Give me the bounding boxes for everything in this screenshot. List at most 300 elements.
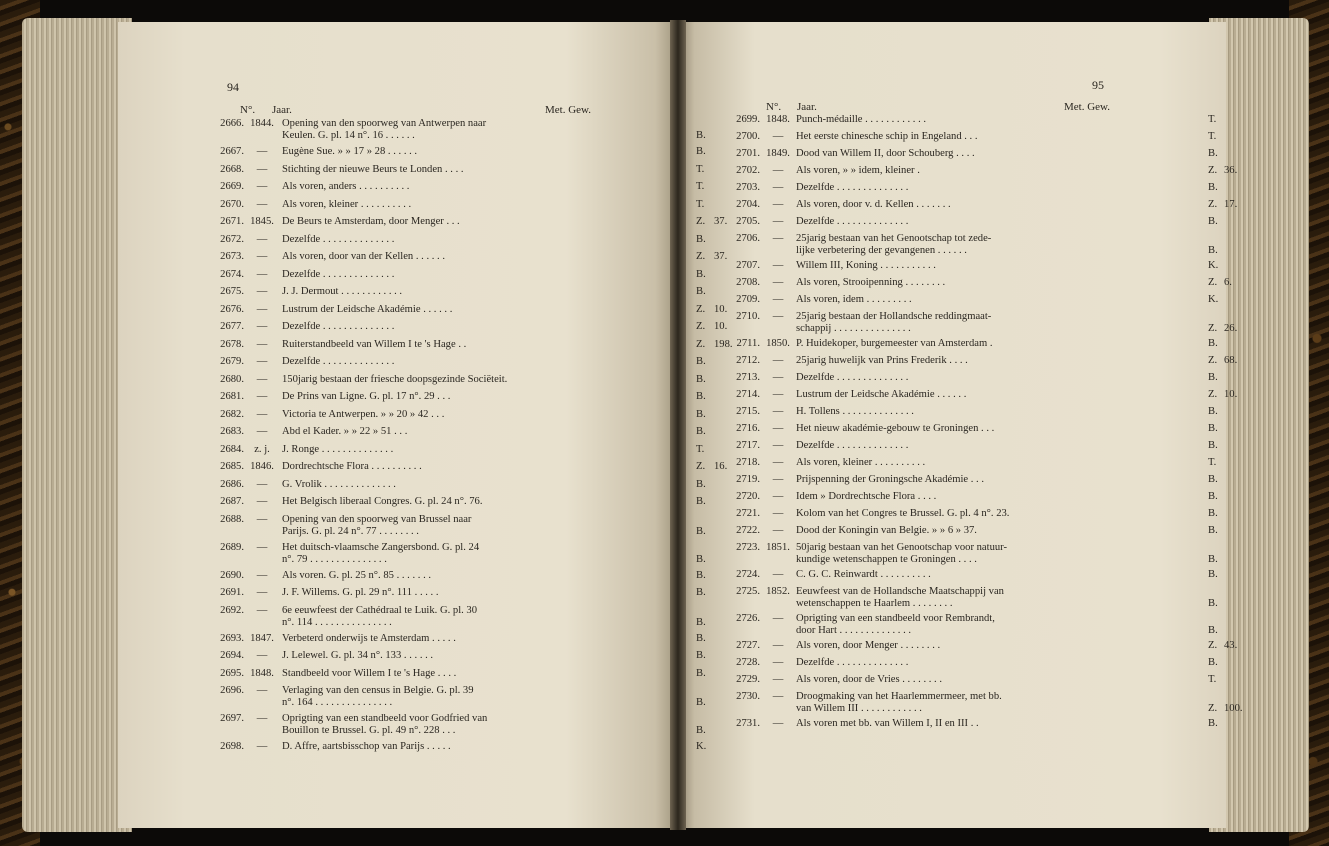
- entry-year: —: [256, 569, 268, 581]
- entry-year: —: [256, 513, 268, 525]
- entry-description: [796, 338, 1196, 350]
- catalogue-entry: [206, 496, 746, 514]
- entry-number: 2689.: [220, 541, 244, 553]
- entry-year: —: [772, 131, 784, 142]
- entry-number: 2674.: [220, 268, 244, 280]
- description-line: Droogmaking van het Haarlemmermeer, met bb.: [796, 691, 1002, 702]
- catalogue-entry: [724, 277, 1244, 294]
- description-line: Opening van den spoorweg van Antwerpen naar: [282, 118, 487, 129]
- entry-metal: B.: [696, 130, 706, 141]
- entry-number: 2720.: [736, 491, 760, 502]
- entry-year: —: [772, 525, 784, 536]
- entry-number: 2708.: [736, 277, 760, 288]
- entry-year: —: [772, 294, 784, 305]
- entry-year: 1848.: [766, 114, 790, 125]
- description-line: Prijspenning der Groningsche Akadémie . . .: [796, 474, 985, 485]
- entry-description: [796, 569, 1196, 581]
- entry-number: 2670.: [220, 198, 244, 210]
- entry-weight: 37.: [714, 216, 728, 227]
- entry-description: [796, 508, 1196, 520]
- description-line: Als voren, idem . . . . . . . . .: [796, 294, 912, 305]
- entry-description: [282, 570, 682, 582]
- entry-number: 2728.: [736, 657, 760, 668]
- entry-year: —: [772, 691, 784, 702]
- entry-year: —: [256, 713, 268, 724]
- description-line: Dezelfde . . . . . . . . . . . . . .: [796, 657, 909, 668]
- description-line: Opening van den spoorweg van Brussel naar: [282, 513, 472, 525]
- catalogue-entry: [206, 668, 746, 686]
- entry-description: [796, 657, 1196, 669]
- entry-year: —: [772, 718, 784, 729]
- catalogue-entry: [206, 444, 746, 462]
- catalogue-entry: [206, 633, 746, 651]
- entry-metal: B.: [696, 426, 706, 437]
- entry-metal: B.: [696, 356, 706, 367]
- entry-description: [796, 233, 1196, 257]
- entry-weight: 68.: [1224, 355, 1238, 366]
- entry-year: —: [256, 650, 268, 661]
- entry-metal: Z.: [1208, 703, 1218, 714]
- entry-description: [282, 269, 682, 281]
- description-line: Dezelfde . . . . . . . . . . . . . .: [282, 356, 395, 367]
- entry-number: 2698.: [220, 741, 244, 752]
- entry-number: 2702.: [736, 165, 760, 176]
- description-line: Dezelfde . . . . . . . . . . . . . .: [796, 182, 909, 193]
- entry-number: 2699.: [736, 114, 760, 125]
- entry-number: 2695.: [220, 667, 244, 679]
- entry-number: 2693.: [220, 632, 244, 644]
- entry-number: 2678.: [220, 338, 244, 350]
- entry-metal: Z.: [1208, 277, 1218, 288]
- catalogue-entry: [724, 165, 1244, 182]
- catalogue-entry: [724, 114, 1244, 131]
- entry-number: 2669.: [220, 181, 244, 192]
- catalogue-entry: [724, 311, 1244, 338]
- catalogue-entry: [724, 640, 1244, 657]
- entry-metal: B.: [1208, 182, 1218, 193]
- entry-number: 2716.: [736, 423, 760, 434]
- entry-metal: Z.: [1208, 389, 1218, 400]
- entry-metal: B.: [696, 233, 706, 245]
- description-line: kundige wetenschappen te Groningen . . . .: [796, 554, 977, 565]
- description-line: wetenschappen te Haarlem . . . . . . . .: [796, 598, 953, 609]
- entry-number: 2681.: [220, 391, 244, 402]
- entry-metal: Z.: [1208, 640, 1218, 651]
- entry-metal: B.: [1208, 525, 1218, 536]
- entry-number: 2703.: [736, 182, 760, 193]
- entry-metal: Z.: [696, 303, 706, 315]
- entry-description: [796, 691, 1196, 715]
- entry-year: —: [772, 260, 784, 271]
- catalogue-entry: [206, 479, 746, 497]
- catalogue-entry: [206, 685, 746, 713]
- entry-year: —: [256, 741, 268, 752]
- entry-year: —: [772, 657, 784, 668]
- right-header-year: Jaar.: [797, 101, 817, 113]
- entry-metal: B.: [696, 268, 706, 280]
- entry-metal: K.: [1208, 260, 1219, 271]
- description-line: Oprigting van een standbeeld voor Rembrandt,: [796, 613, 995, 624]
- description-line: 25jarig huwelijk van Prins Frederik . . . .: [796, 355, 968, 366]
- catalogue-entry: [724, 657, 1244, 674]
- catalogue-entry: [724, 718, 1244, 735]
- description-line: Als voren. G. pl. 25 n°. 85 . . . . . . .: [282, 569, 432, 581]
- entry-year: z. j.: [254, 443, 270, 455]
- entry-description: [796, 457, 1196, 469]
- entry-description: [796, 718, 1196, 730]
- catalogue-entry: [206, 118, 746, 146]
- entry-weight: 16.: [714, 461, 728, 472]
- entry-description: [796, 389, 1196, 401]
- entry-number: 2706.: [736, 233, 760, 244]
- entry-number: 2707.: [736, 260, 760, 271]
- catalogue-entry: [724, 233, 1244, 260]
- entry-number: 2677.: [220, 321, 244, 332]
- page-edges-left: [22, 18, 132, 832]
- entry-year: —: [772, 440, 784, 451]
- entry-number: 2685.: [220, 461, 244, 472]
- entry-description: [282, 713, 682, 737]
- catalogue-entry: [724, 260, 1244, 277]
- catalogue-entry: [724, 457, 1244, 474]
- entry-metal: B.: [696, 697, 706, 708]
- entry-number: 2731.: [736, 718, 760, 729]
- entry-metal: Z.: [1208, 323, 1218, 334]
- entry-description: [282, 496, 682, 508]
- entry-year: —: [772, 277, 784, 288]
- entry-number: 2679.: [220, 356, 244, 367]
- description-line: lijke verbetering der gevangenen . . . . . .: [796, 245, 967, 256]
- entry-description: [796, 474, 1196, 486]
- entry-year: —: [256, 181, 268, 192]
- entry-weight: 10.: [1224, 389, 1238, 400]
- entry-number: 2704.: [736, 199, 760, 210]
- catalogue-entry: [724, 389, 1244, 406]
- description-line: Dezelfde . . . . . . . . . . . . . .: [282, 233, 395, 245]
- entry-metal: T.: [1208, 457, 1217, 468]
- entry-number: 2672.: [220, 233, 244, 245]
- description-line: P. Huidekoper, burgemeester van Amsterdam .: [796, 338, 993, 349]
- entry-description: [796, 260, 1196, 272]
- entry-metal: Z.: [696, 461, 706, 472]
- catalogue-entry: [206, 356, 746, 374]
- description-line: Lustrum der Leidsche Akadémie . . . . . .: [796, 389, 967, 400]
- entry-metal: Z.: [1208, 199, 1218, 210]
- entry-weight: 37.: [714, 251, 728, 262]
- entry-year: —: [772, 233, 784, 244]
- catalogue-entry: [206, 251, 746, 269]
- description-line: J. Lelewel. G. pl. 34 n°. 133 . . . . . .: [282, 650, 434, 661]
- catalogue-entry: [206, 374, 746, 392]
- catalogue-entry: [206, 587, 746, 605]
- description-line: Abd el Kader. » » 22 » 51 . . .: [282, 426, 408, 437]
- catalogue-entry: [724, 491, 1244, 508]
- entry-description: [282, 339, 682, 351]
- description-line: Kolom van het Congres te Brussel. G. pl. 4 n°. 23.: [796, 508, 1010, 519]
- description-line: 25jarig bestaan van het Genootschap tot zede-: [796, 233, 992, 244]
- entry-year: 1851.: [766, 542, 790, 553]
- entry-metal: T.: [1208, 674, 1217, 685]
- entry-number: 2675.: [220, 286, 244, 297]
- entry-number: 2692.: [220, 604, 244, 616]
- entry-year: —: [772, 165, 784, 176]
- entry-year: —: [772, 406, 784, 417]
- description-line: H. Tollens . . . . . . . . . . . . . .: [796, 406, 914, 417]
- description-line: De Prins van Ligne. G. pl. 17 n°. 29 . . .: [282, 391, 451, 402]
- entry-year: —: [772, 569, 784, 580]
- entry-weight: 43.: [1224, 640, 1238, 651]
- entry-number: 2730.: [736, 691, 760, 702]
- catalogue-entry: [206, 542, 746, 570]
- description-line: Dezelfde . . . . . . . . . . . . . .: [796, 216, 909, 227]
- description-line: Het eerste chinesche schip in Engeland . . .: [796, 131, 978, 142]
- catalogue-entry: [724, 674, 1244, 691]
- entry-description: [282, 685, 682, 709]
- entry-description: [282, 461, 682, 473]
- description-line: Eugène Sue. » » 17 » 28 . . . . . .: [282, 146, 418, 157]
- description-line: Standbeeld voor Willem I te 's Hage . . . .: [282, 667, 457, 679]
- entry-number: 2696.: [220, 685, 244, 696]
- entry-number: 2684.: [220, 443, 244, 455]
- entry-metal: B.: [1208, 474, 1218, 485]
- entry-description: [282, 216, 682, 228]
- entry-year: —: [256, 496, 268, 507]
- entry-year: —: [256, 356, 268, 367]
- entry-year: 1844.: [250, 118, 274, 129]
- catalogue-entry: [724, 355, 1244, 372]
- entry-description: [796, 294, 1196, 306]
- catalogue-entry: [206, 650, 746, 668]
- entry-metal: Z.: [696, 321, 706, 332]
- left-header-year: Jaar.: [272, 104, 292, 116]
- entry-metal: B.: [1208, 148, 1218, 159]
- entry-metal: T.: [696, 198, 705, 210]
- description-line: 50jarig bestaan van het Genootschap voor natuur-: [796, 542, 1008, 553]
- description-line: Verbeterd onderwijs te Amsterdam . . . . .: [282, 632, 456, 644]
- left-page-number: 94: [227, 80, 239, 94]
- catalogue-entry: [724, 294, 1244, 311]
- left-catalogue-list: [206, 118, 746, 759]
- description-line: Als voren, door de Vries . . . . . . . .: [796, 674, 942, 685]
- entry-description: [796, 216, 1196, 228]
- description-line: n°. 79 . . . . . . . . . . . . . . .: [282, 553, 387, 565]
- entry-metal: Z.: [1208, 165, 1218, 176]
- entry-metal: Z.: [696, 251, 706, 262]
- description-line: Als voren met bb. van Willem I, II en III . .: [796, 718, 979, 729]
- entry-year: —: [256, 604, 268, 616]
- entry-description: [796, 277, 1196, 289]
- entry-year: 1848.: [250, 667, 274, 679]
- catalogue-entry: [206, 216, 746, 234]
- entry-year: —: [772, 372, 784, 383]
- entry-description: [282, 199, 682, 211]
- catalogue-entry: [206, 605, 746, 633]
- catalogue-entry: [724, 613, 1244, 640]
- entry-number: 2714.: [736, 389, 760, 400]
- description-line: Dood der Koningin van Belgie. » » 6 » 37.: [796, 525, 977, 536]
- catalogue-entry: [206, 461, 746, 479]
- catalogue-entry: [724, 182, 1244, 199]
- entry-year: 1852.: [766, 586, 790, 597]
- description-line: Als voren, door van der Kellen . . . . . .: [282, 251, 445, 262]
- entry-description: [282, 741, 682, 753]
- catalogue-entry: [206, 409, 746, 427]
- description-line: Oprigting van een standbeeld voor Godfried van: [282, 713, 488, 724]
- entry-metal: T.: [696, 181, 705, 192]
- entry-metal: Z.: [696, 338, 706, 350]
- description-line: Dood van Willem II, door Schouberg . . . .: [796, 148, 975, 159]
- entry-year: —: [256, 426, 268, 437]
- entry-description: [282, 181, 682, 193]
- catalogue-entry: [724, 338, 1244, 355]
- description-line: door Hart . . . . . . . . . . . . . .: [796, 625, 912, 636]
- entry-number: 2688.: [220, 513, 244, 525]
- entry-metal: B.: [1208, 406, 1218, 417]
- entry-metal: B.: [696, 408, 706, 420]
- entry-description: [796, 491, 1196, 503]
- entry-weight: 36.: [1224, 165, 1238, 176]
- entry-description: [796, 525, 1196, 537]
- description-line: D. Affre, aartsbisschop van Parijs . . . . .: [282, 741, 451, 752]
- entry-metal: B.: [1208, 508, 1218, 519]
- right-header-met-gew: Met. Gew.: [1064, 101, 1111, 113]
- entry-metal: B.: [696, 725, 706, 736]
- entry-number: 2712.: [736, 355, 760, 366]
- entry-number: 2705.: [736, 216, 760, 227]
- catalogue-entry: [724, 525, 1244, 542]
- entry-weight: 10.: [714, 303, 728, 315]
- entry-metal: K.: [696, 741, 707, 752]
- entry-description: [796, 586, 1196, 610]
- entry-metal: T.: [1208, 131, 1217, 142]
- entry-year: —: [772, 474, 784, 485]
- catalogue-entry: [206, 570, 746, 588]
- entry-metal: B.: [696, 667, 706, 679]
- entry-number: 2691.: [220, 587, 244, 598]
- entry-description: [282, 374, 682, 386]
- right-page-number: 95: [1092, 78, 1104, 92]
- description-line: Keulen. G. pl. 14 n°. 16 . . . . . .: [282, 130, 415, 141]
- description-line: Dezelfde . . . . . . . . . . . . . .: [282, 268, 395, 280]
- entry-description: [282, 633, 682, 645]
- entry-number: 2686.: [220, 478, 244, 490]
- left-header-no: N°.: [240, 104, 256, 116]
- entry-description: [796, 182, 1196, 194]
- entry-year: —: [256, 198, 268, 210]
- catalogue-entry: [206, 286, 746, 304]
- entry-description: [282, 426, 682, 438]
- entry-number: 2673.: [220, 251, 244, 262]
- entry-year: —: [772, 216, 784, 227]
- entry-number: 2711.: [736, 338, 760, 349]
- entry-description: [282, 479, 682, 491]
- entry-description: [282, 605, 682, 629]
- entry-number: 2701.: [736, 148, 760, 159]
- description-line: Idem » Dordrechtsche Flora . . . .: [796, 491, 937, 502]
- entry-metal: B.: [696, 496, 706, 507]
- right-header-no: N°.: [766, 101, 782, 113]
- description-line: De Beurs te Amsterdam, door Menger . . .: [282, 216, 460, 227]
- description-line: Het Belgisch liberaal Congres. G. pl. 24 n°. 76.: [282, 496, 483, 507]
- entry-number: 2718.: [736, 457, 760, 468]
- entry-description: [796, 372, 1196, 384]
- catalogue-entry: [724, 569, 1244, 586]
- description-line: Als voren, kleiner . . . . . . . . . .: [282, 198, 412, 210]
- description-line: Dordrechtsche Flora . . . . . . . . . .: [282, 461, 422, 472]
- description-line: Victoria te Antwerpen. » » 20 » 42 . . .: [282, 408, 445, 420]
- description-line: Als voren, kleiner . . . . . . . . . .: [796, 457, 926, 468]
- entry-number: 2683.: [220, 426, 244, 437]
- entry-year: —: [256, 391, 268, 402]
- entry-description: [282, 409, 682, 421]
- catalogue-entry: [724, 691, 1244, 718]
- entry-metal: B.: [696, 391, 706, 402]
- entry-metal: B.: [1208, 625, 1218, 636]
- catalogue-entry: [206, 741, 746, 759]
- entry-number: 2694.: [220, 650, 244, 661]
- entry-description: [282, 444, 682, 456]
- description-line: C. G. C. Reinwardt . . . . . . . . . .: [796, 569, 931, 580]
- description-line: Als voren, » » idem, kleiner .: [796, 165, 920, 176]
- entry-metal: T.: [696, 443, 705, 455]
- description-line: van Willem III . . . . . . . . . . . .: [796, 703, 922, 714]
- entry-description: [282, 321, 682, 333]
- entry-metal: B.: [696, 373, 706, 385]
- entry-year: —: [772, 311, 784, 322]
- entry-year: 1850.: [766, 338, 790, 349]
- entry-description: [796, 640, 1196, 652]
- catalogue-entry: [724, 508, 1244, 525]
- entry-weight: 10.: [714, 321, 728, 332]
- description-line: Lustrum der Leidsche Akadémie . . . . . .: [282, 303, 453, 315]
- entry-year: —: [772, 613, 784, 624]
- entry-year: —: [256, 233, 268, 245]
- description-line: Dezelfde . . . . . . . . . . . . . .: [796, 372, 909, 383]
- entry-year: —: [772, 457, 784, 468]
- entry-year: —: [772, 423, 784, 434]
- entry-description: [796, 355, 1196, 367]
- catalogue-entry: [724, 148, 1244, 165]
- entry-description: [282, 650, 682, 662]
- entry-year: —: [256, 408, 268, 420]
- description-line: Dezelfde . . . . . . . . . . . . . .: [282, 321, 395, 332]
- description-line: Eeuwfeest van de Hollandsche Maatschappij van: [796, 586, 1004, 597]
- catalogue-entry: [206, 146, 746, 164]
- catalogue-entry: [206, 234, 746, 252]
- entry-description: [796, 131, 1196, 143]
- entry-year: —: [256, 251, 268, 262]
- catalogue-entry: [724, 199, 1244, 216]
- entry-metal: B.: [1208, 440, 1218, 451]
- entry-year: —: [772, 182, 784, 193]
- entry-metal: B.: [696, 569, 706, 581]
- entry-metal: Z.: [1208, 355, 1218, 366]
- catalogue-entry: [724, 586, 1244, 613]
- entry-number: 2700.: [736, 131, 760, 142]
- entry-number: 2680.: [220, 373, 244, 385]
- entry-year: —: [256, 303, 268, 315]
- entry-metal: B.: [1208, 598, 1218, 609]
- description-line: Stichting der nieuwe Beurs te Londen . . . .: [282, 163, 464, 175]
- entry-description: [282, 251, 682, 263]
- entry-number: 2726.: [736, 613, 760, 624]
- description-line: Als voren, anders . . . . . . . . . .: [282, 181, 410, 192]
- entry-year: —: [256, 286, 268, 297]
- entry-metal: B.: [1208, 216, 1218, 227]
- catalogue-entry: [206, 181, 746, 199]
- entry-weight: 26.: [1224, 323, 1238, 334]
- entry-description: [282, 164, 682, 176]
